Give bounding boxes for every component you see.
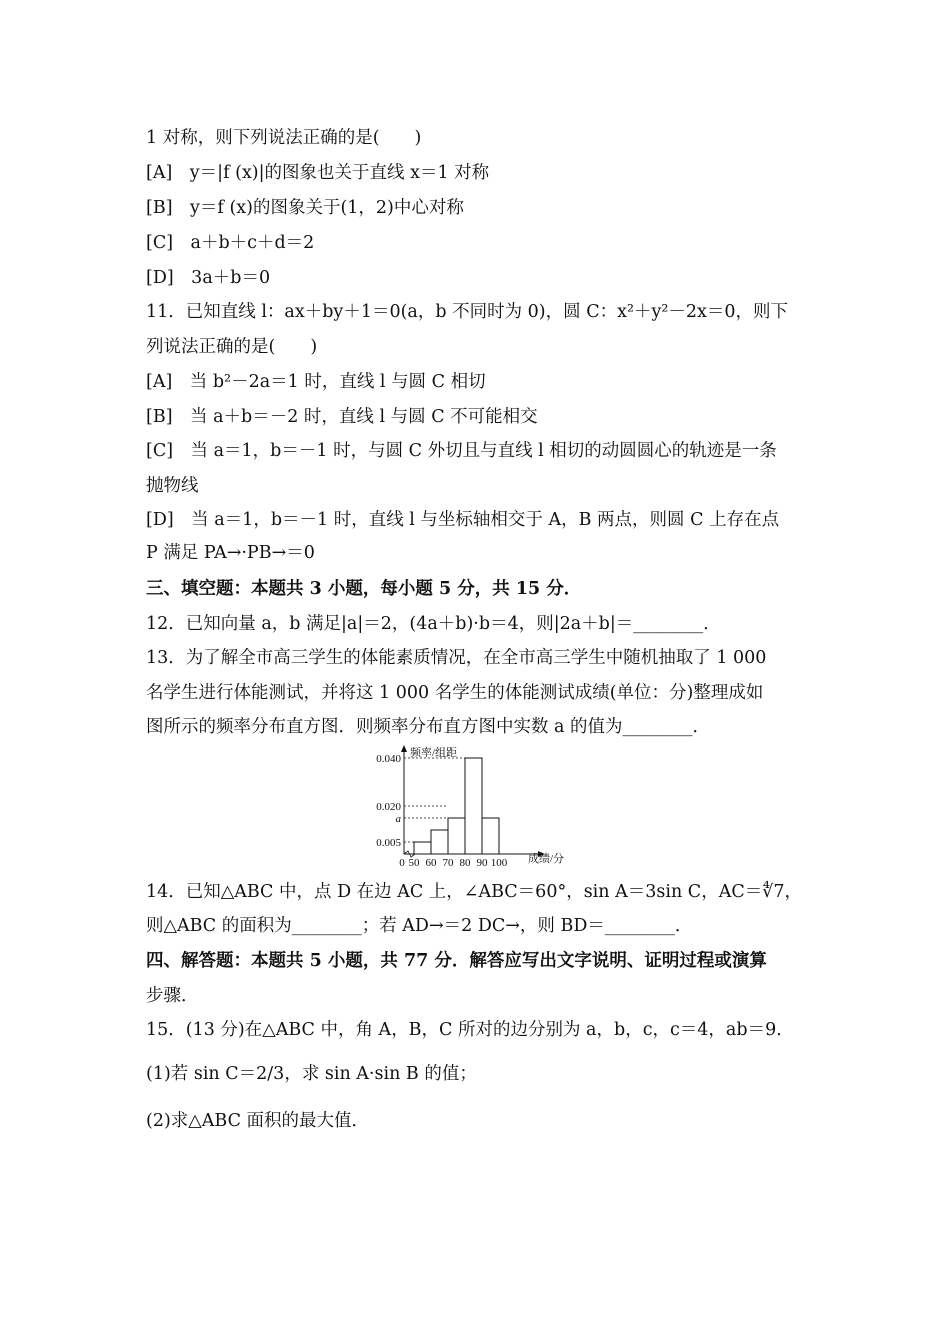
question-15: 15．(13 分)在△ABC 中，角 A，B，C 所对的边分别为 a，b，c，c＝4，ab＝9． bbox=[146, 1020, 794, 1040]
frequency-histogram bbox=[368, 742, 588, 872]
text-line: 1 对称，则下列说法正确的是( ) bbox=[146, 128, 422, 148]
histogram-bar bbox=[465, 758, 482, 854]
x-tick-label: 70 bbox=[442, 857, 454, 869]
x-tick-label: 100 bbox=[490, 857, 508, 869]
option-d: [D] 3a＋b＝0 bbox=[146, 268, 271, 288]
text-line: 列说法正确的是( ) bbox=[146, 337, 318, 357]
section-heading: 三、填空题：本题共 3 小题，每小题 5 分，共 15 分． bbox=[146, 579, 582, 599]
histogram-bar bbox=[482, 818, 499, 854]
x-tick-label: 90 bbox=[476, 857, 488, 869]
y-tick-label: 0.020 bbox=[376, 801, 401, 813]
question-15-part1: (1)若 sin C＝2/3，求 sin A·sin B 的值； bbox=[146, 1064, 477, 1084]
text-line: 名学生进行体能测试，并将这 1 000 名学生的体能测试成绩(单位：分)整理成如 bbox=[146, 683, 764, 703]
y-tick-label: 0.005 bbox=[376, 837, 401, 849]
question-13: 13．为了解全市高三学生的体能素质情况，在全市高三学生中随机抽取了 1 000 bbox=[146, 648, 767, 668]
histogram-bar bbox=[414, 842, 431, 854]
option-a: [A] y＝|f (x)|的图象也关于直线 x＝1 对称 bbox=[146, 163, 490, 183]
text-line: 图所示的频率分布直方图．则频率分布直方图中实数 a 的值为________． bbox=[146, 717, 711, 737]
x-tick-label: 0 bbox=[399, 857, 405, 869]
option-a: [A] 当 b²－2a＝1 时，直线 l 与圆 C 相切 bbox=[146, 372, 486, 392]
text-line: 则△ABC 的面积为________；若 AD→＝2 DC→，则 BD＝________． bbox=[146, 916, 693, 936]
question-14: 14．已知△ABC 中，点 D 在边 AC 上，∠ABC＝60°，sin A＝3sin C，AC＝∜7， bbox=[146, 882, 803, 902]
option-c: [C] a＋b＋c＋d＝2 bbox=[146, 233, 315, 253]
x-axis-label: 成绩/分 bbox=[528, 853, 565, 865]
histogram-bar bbox=[431, 830, 448, 854]
text-line: 抛物线 bbox=[146, 476, 199, 496]
text-line: P 满足 PA→·PB→＝0 bbox=[146, 543, 315, 563]
question-11: 11．已知直线 l：ax＋by＋1＝0(a，b 不同时为 0)，圆 C：x²＋y²－2x＝0，则下 bbox=[146, 302, 789, 322]
x-tick-label: 60 bbox=[425, 857, 437, 869]
option-d: [D] 当 a＝1，b＝－1 时，直线 l 与坐标轴相交于 A，B 两点，则圆 C 上存在点 bbox=[146, 510, 780, 530]
histogram-bar bbox=[448, 818, 465, 854]
x-tick-label: 50 bbox=[408, 857, 420, 869]
x-tick-label: 80 bbox=[459, 857, 471, 869]
text-line: 步骤． bbox=[146, 986, 199, 1006]
y-axis-arrow bbox=[401, 745, 407, 752]
option-c: [C] 当 a＝1，b＝－1 时，与圆 C 外切且与直线 l 相切的动圆圆心的轨迹是一条 bbox=[146, 441, 777, 461]
y-axis-label: 频率/组距 bbox=[410, 747, 458, 759]
question-12: 12．已知向量 a，b 满足|a|＝2，(4a＋b)·b＝4，则|2a＋b|＝________． bbox=[146, 614, 721, 634]
option-b: [B] y＝f (x)的图象关于(1，2)中心对称 bbox=[146, 198, 464, 218]
section-heading: 四、解答题：本题共 5 小题，共 77 分．解答应写出文字说明、证明过程或演算 bbox=[146, 951, 767, 971]
y-tick-label: 0.040 bbox=[376, 753, 401, 765]
question-15-part2: (2)求△ABC 面积的最大值． bbox=[146, 1111, 370, 1131]
option-b: [B] 当 a＋b＝－2 时，直线 l 与圆 C 不可能相交 bbox=[146, 407, 538, 427]
y-tick-label: a bbox=[395, 813, 401, 825]
